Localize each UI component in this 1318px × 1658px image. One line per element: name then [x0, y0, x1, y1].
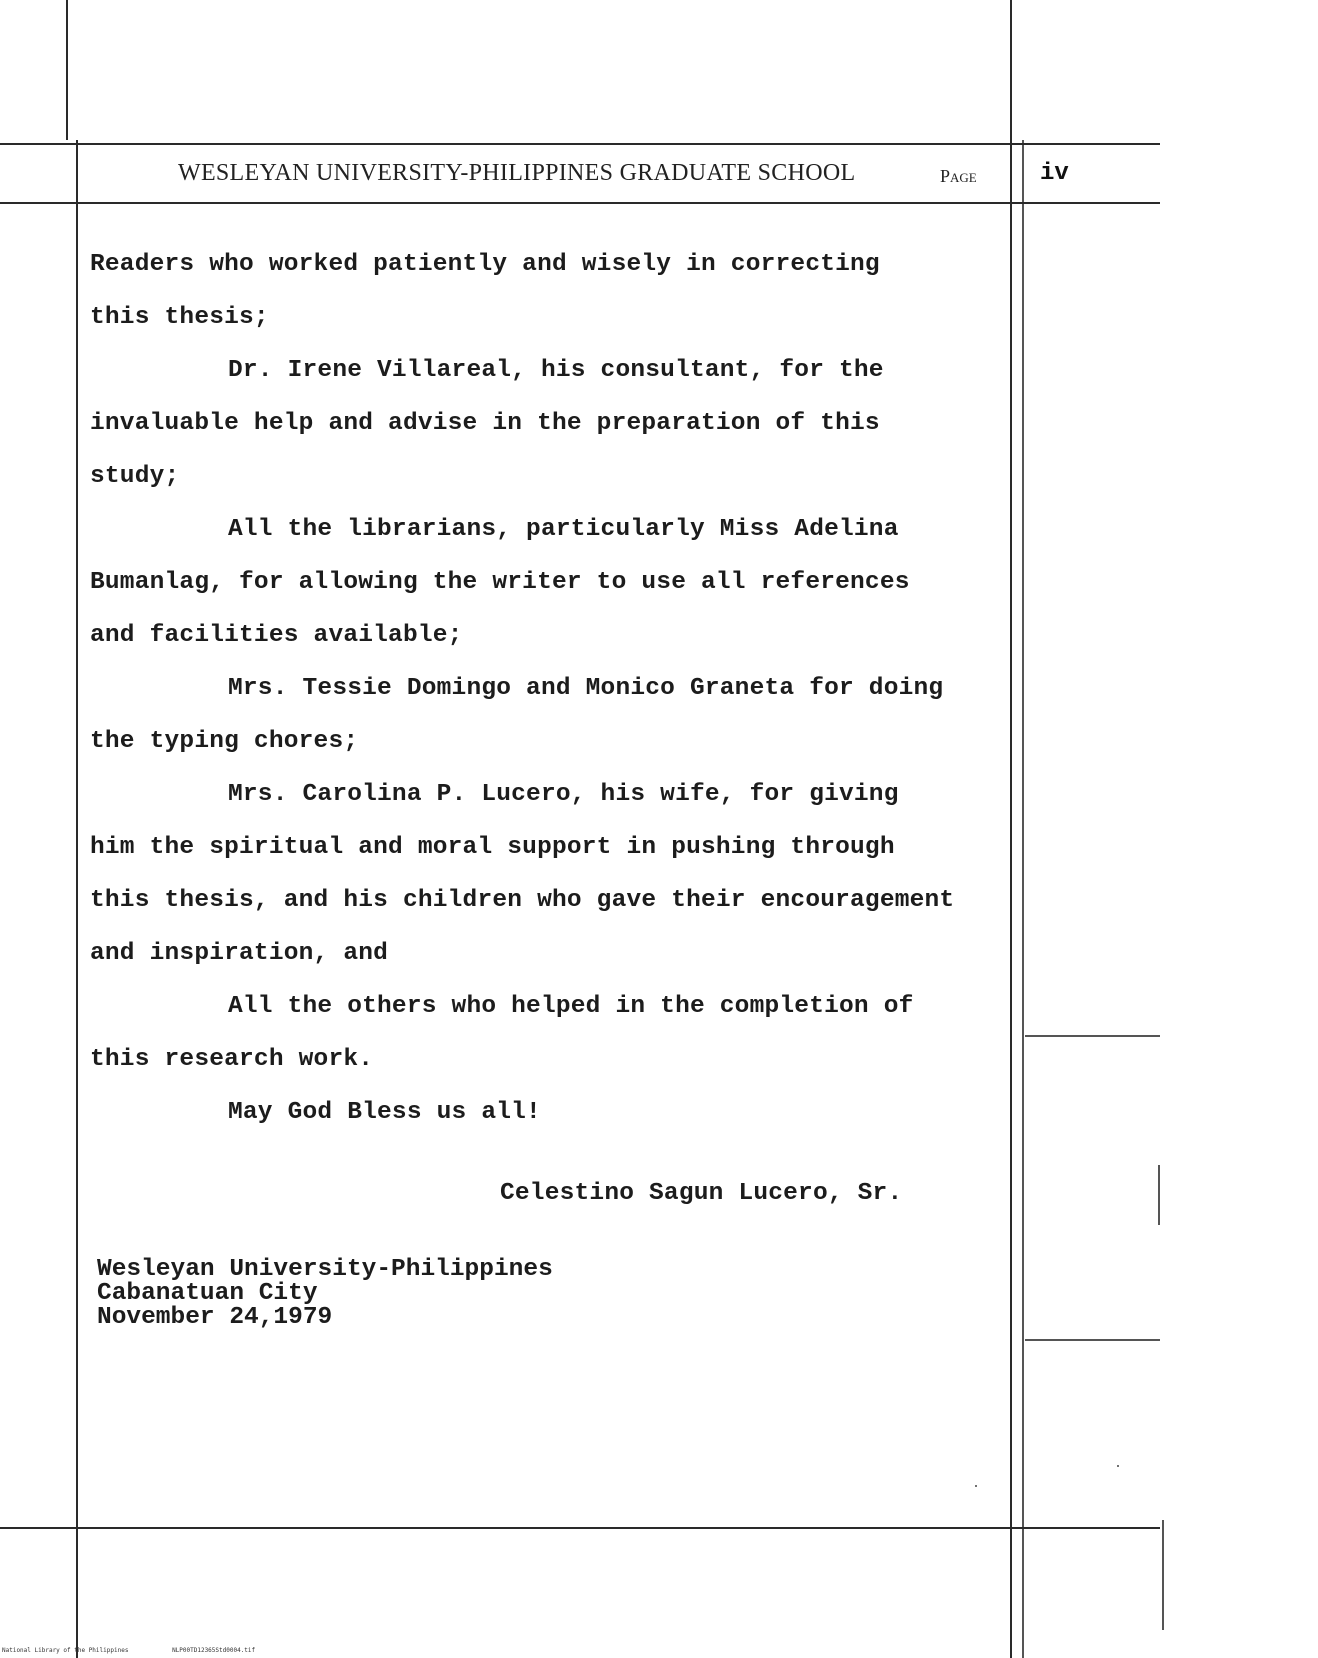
right-column-rule: [1025, 1035, 1160, 1037]
left-border-rule: [76, 140, 78, 1658]
header-bottom-rule: [0, 202, 1160, 204]
body-line: this research work.: [90, 1046, 374, 1073]
scan-speck: [1117, 1465, 1119, 1467]
body-line: May God Bless us all!: [228, 1099, 541, 1126]
right-border-rule: [1010, 0, 1012, 1658]
scan-speck: [975, 1485, 977, 1487]
footer-rule: [0, 1527, 1160, 1529]
archive-file-id: NLP00TD12365Std0004.tif: [172, 1647, 256, 1654]
header-top-rule: [0, 143, 1160, 145]
far-right-tick: [1158, 1165, 1160, 1225]
archive-footer: [2, 1647, 295, 1654]
body-line: this thesis, and his children who gave their encouragement: [90, 887, 955, 914]
body-line: him the spiritual and moral support in pushing through: [90, 834, 895, 861]
institution-header: WESLEYAN UNIVERSITY-PHILIPPINES GRADUATE SCHOOL: [178, 160, 856, 186]
body-line: and facilities available;: [90, 622, 463, 649]
far-right-tick-lower: [1162, 1520, 1164, 1630]
signature-name: Celestino Sagun Lucero, Sr.: [500, 1180, 903, 1207]
body-line: study;: [90, 463, 180, 490]
body-line: Readers who worked patiently and wisely in correcting: [90, 251, 880, 278]
body-line: the typing chores;: [90, 728, 359, 755]
closing-address: [97, 1258, 553, 1330]
page-label: Page: [940, 166, 977, 186]
closing-date: November 24,1979: [97, 1304, 333, 1331]
closing-city: Cabanatuan City: [97, 1280, 318, 1307]
body-line: Bumanlag, for allowing the writer to use all references: [90, 569, 910, 596]
body-line: and inspiration, and: [90, 940, 389, 967]
body-line: All the librarians, particularly Miss Adelina: [228, 516, 899, 543]
body-line: Mrs. Carolina P. Lucero, his wife, for giving: [228, 781, 899, 808]
body-line: invaluable help and advise in the preparation of this: [90, 410, 880, 437]
body-line: Dr. Irene Villareal, his consultant, for the: [228, 357, 884, 384]
left-margin-rule: [66, 0, 68, 140]
closing-institution: Wesleyan University-Philippines: [97, 1256, 553, 1283]
right-outer-rule: [1022, 140, 1024, 1658]
body-line: this thesis;: [90, 304, 269, 331]
archive-name: National Library of the Philippines: [2, 1647, 129, 1654]
body-line: All the others who helped in the completion of: [228, 993, 914, 1020]
page-number: iv: [1040, 160, 1069, 187]
body-line: Mrs. Tessie Domingo and Monico Graneta for doing: [228, 675, 944, 702]
right-column-rule-lower: [1025, 1339, 1160, 1341]
